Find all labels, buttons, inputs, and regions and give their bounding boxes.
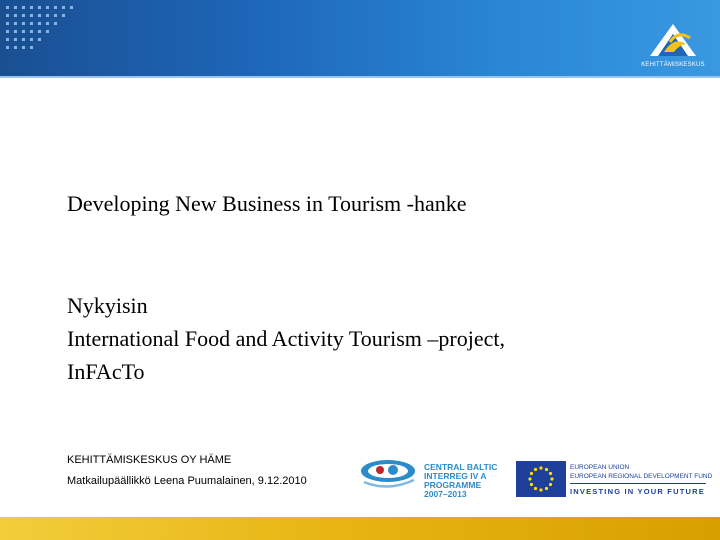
decorative-dot	[6, 14, 9, 17]
eu-star	[539, 466, 542, 469]
eu-star	[549, 472, 552, 475]
header-divider	[0, 76, 720, 78]
decorative-dot	[14, 38, 17, 41]
decorative-dot	[6, 22, 9, 25]
decorative-dot	[14, 22, 17, 25]
decorative-dot	[54, 14, 57, 17]
central-baltic-line-1: CENTRAL BALTIC	[424, 462, 498, 472]
decorative-dot	[46, 30, 49, 33]
logo-emblem-icon	[634, 16, 712, 62]
eu-star	[549, 483, 552, 486]
kehittamiskeskus-logo	[634, 16, 712, 72]
eu-star	[545, 468, 548, 471]
decorative-dot	[30, 22, 33, 25]
eu-union-label: EUROPEAN UNION	[570, 464, 630, 471]
eu-star	[530, 483, 533, 486]
central-baltic-line-4: 2007–2013	[424, 489, 467, 499]
decorative-dot	[6, 30, 9, 33]
decorative-dot	[22, 14, 25, 17]
decorative-dot	[30, 6, 33, 9]
decorative-dot	[54, 22, 57, 25]
eu-star	[545, 487, 548, 490]
header-band	[0, 0, 720, 76]
central-baltic-emblem-icon	[360, 456, 420, 496]
eu-star	[534, 468, 537, 471]
decorative-dot	[70, 6, 73, 9]
logo-label: KEHITTÄMISKESKUS	[641, 62, 705, 68]
eu-star	[528, 477, 531, 480]
decorative-dot	[46, 14, 49, 17]
eu-divider	[570, 483, 706, 484]
decorative-dot	[46, 6, 49, 9]
organization-name: KEHITTÄMISKESKUS OY HÄME	[67, 454, 232, 466]
slide-line-2: International Food and Activity Tourism –project,	[67, 326, 505, 351]
eu-fund-label: EUROPEAN REGIONAL DEVELOPMENT FUND	[570, 473, 713, 480]
decorative-dot	[38, 38, 41, 41]
decorative-dot	[30, 38, 33, 41]
slide-title: Developing New Business in Tourism -hanke	[67, 191, 467, 216]
decorative-dot	[6, 46, 9, 49]
decorative-dot	[46, 22, 49, 25]
central-baltic-logo	[360, 452, 500, 506]
decorative-dot	[22, 30, 25, 33]
decorative-dot	[30, 30, 33, 33]
decorative-dot	[14, 14, 17, 17]
decorative-dot	[30, 46, 33, 49]
decorative-dot	[14, 46, 17, 49]
footer-band	[0, 517, 720, 540]
eu-star	[550, 477, 553, 480]
eu-flag-icon	[516, 461, 566, 497]
eu-star	[534, 487, 537, 490]
decorative-dot	[6, 38, 9, 41]
decorative-dot	[22, 6, 25, 9]
decorative-dot	[22, 38, 25, 41]
decorative-dot	[38, 30, 41, 33]
decorative-dot	[38, 14, 41, 17]
decorative-dot	[6, 6, 9, 9]
presenter-line: Matkailupäällikkö Leena Puumalainen, 9.12.2010	[67, 475, 307, 487]
decorative-dot	[22, 46, 25, 49]
central-baltic-line-2: INTERREG IV A	[424, 471, 487, 481]
decorative-dot	[38, 22, 41, 25]
slide-line-1: Nykyisin	[67, 293, 148, 318]
eu-star	[539, 488, 542, 491]
decorative-dot	[14, 6, 17, 9]
decorative-dot	[54, 6, 57, 9]
decorative-dot	[22, 22, 25, 25]
eu-star	[530, 472, 533, 475]
decorative-dot	[14, 30, 17, 33]
decorative-dot	[62, 14, 65, 17]
eu-slogan: INVESTING IN YOUR FUTURE	[570, 487, 705, 496]
central-baltic-line-3: PROGRAMME	[424, 480, 482, 490]
slide-line-3: InFAcTo	[67, 359, 145, 384]
decorative-dot	[62, 6, 65, 9]
decorative-dot	[38, 6, 41, 9]
decorative-dot	[30, 14, 33, 17]
